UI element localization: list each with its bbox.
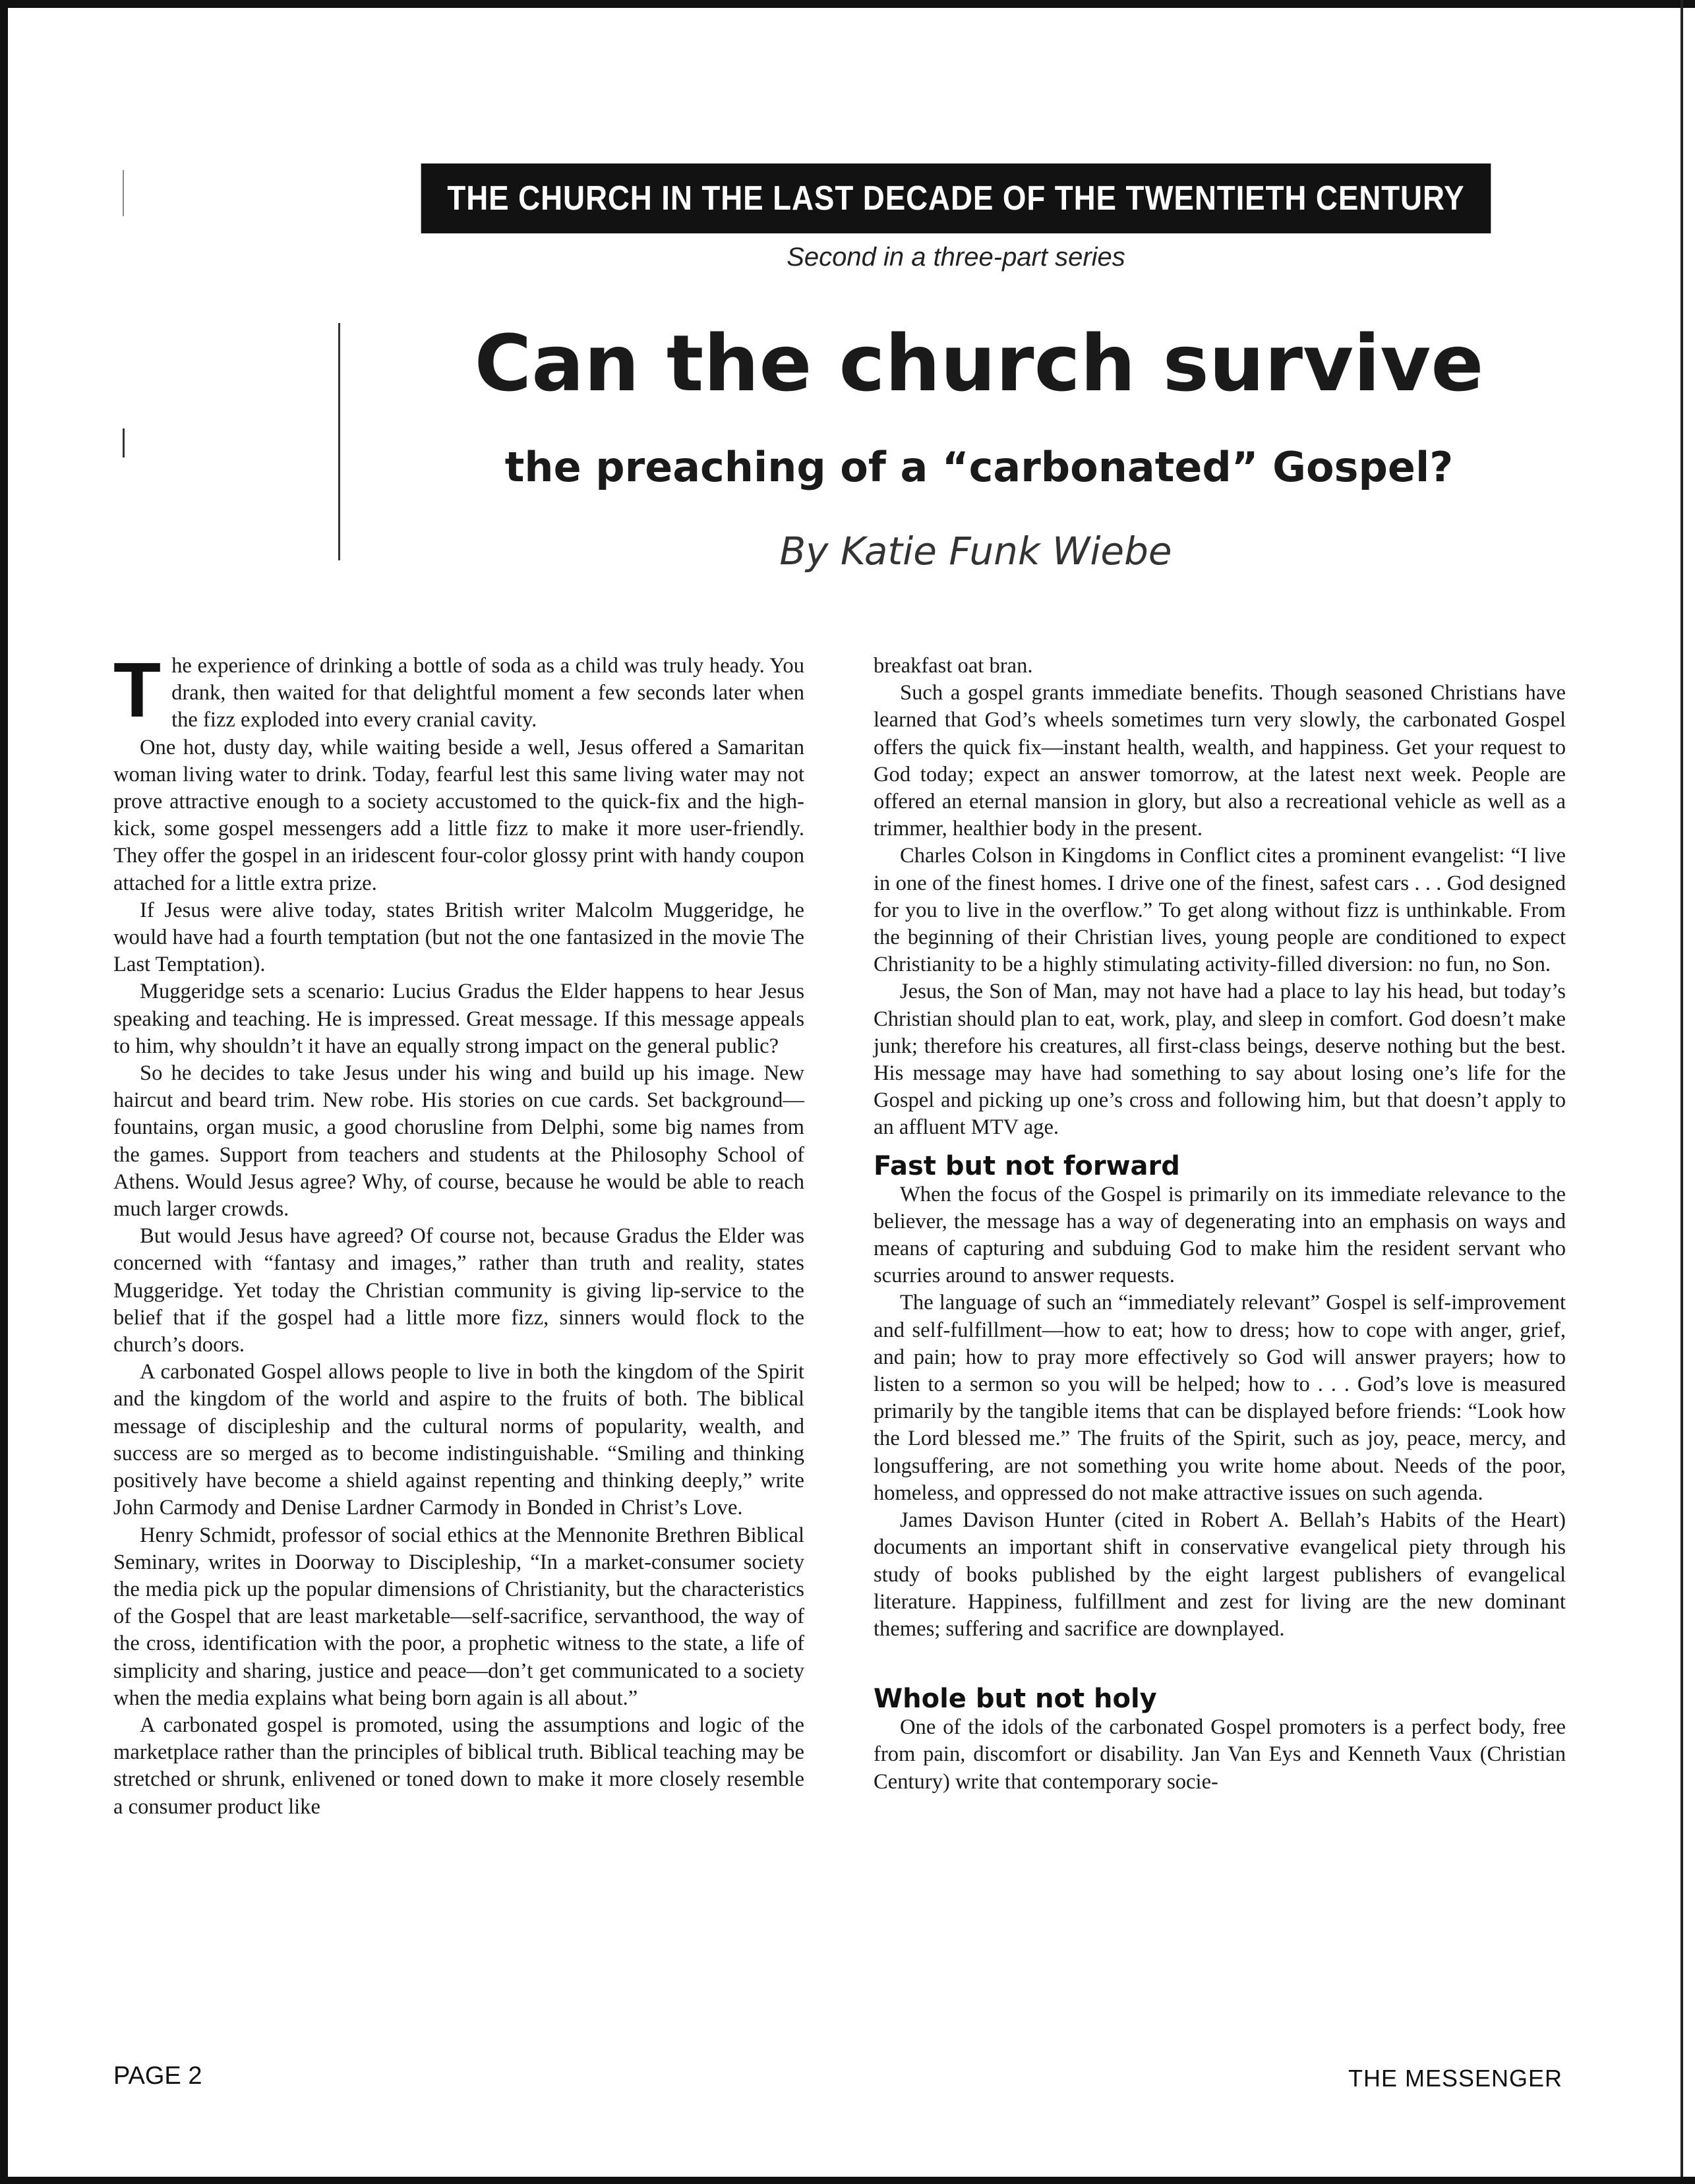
scan-border-left bbox=[0, 0, 8, 2184]
right-column bbox=[874, 653, 1566, 1796]
paragraph: A carbonated Gospel allows people to live in both the kingdom of the Spirit and the kingdom of the world and aspire to the fruits of both. The biblical message of discipleship and the cultural norms of popularity, wealth, and success are so merged as to become indistinguishable. “Smiling and thinking positively have become a shield against repenting and thinking deeply,” write John Carmody and Denise Lardner Carmody in Bonded in Christ’s Love. bbox=[113, 1360, 804, 1520]
section-heading: Fast but not forward bbox=[874, 1150, 1180, 1181]
page-number: PAGE 2 bbox=[113, 2062, 202, 2090]
paragraph: If Jesus were alive today, states British writer Malcolm Muggeridge, he would have had a fourth temptation (but not the one fantasized in the movie The Last Temptation). bbox=[113, 898, 804, 977]
article-subtitle: the preaching of a “carbonated” Gospel? bbox=[504, 443, 1454, 491]
paragraph: Such a gospel grants immediate benefits. Though seasoned Christians have learned that God’s wheels sometimes turn very slowly, the carbonated Gospel offers the quick fix—instant health, wealth, and happiness. Get your request to God today; expect an answer tomorrow, at the latest next week. People are offered an eternal mansion in glory, but also a recreational vehicle as well as a trimmer, healthier body in the present. bbox=[874, 681, 1566, 841]
series-banner: THE CHURCH IN THE LAST DECADE OF THE TWENTIETH CENTURY bbox=[421, 163, 1491, 233]
paragraph: A carbonated gospel is promoted, using the assumptions and logic of the marketplace rather than the principles of biblical truth. Biblical teaching may be stretched or shrunk, enlivened or toned down to make it more closely resemble a consumer product like bbox=[113, 1713, 804, 1819]
left-column bbox=[113, 647, 804, 1821]
paragraph: But would Jesus have agreed? Of course not, because Gradus the Elder was concerned with “fantasy and images,” rather than truth and reality, states Muggeridge. Yet today the Christian community is giving lip-service to the belief that if the gospel had a little more fizz, sinners would flock to the church’s doors. bbox=[113, 1224, 804, 1357]
series-label: Second in a three-part series bbox=[787, 243, 1125, 272]
paragraph bbox=[113, 647, 804, 734]
paragraph: One of the idols of the carbonated Gospel promoters is a perfect body, free from pain, discomfort or disability. Jan Van Eys and Kenneth Vaux (Christian Century) write that contemporary socie- bbox=[874, 1715, 1566, 1794]
paragraph: The language of such an “immediately relevant” Gospel is self-improvement and self-fulfillment—how to eat; how to dress; how to cope with anger, grief, and pain; how to pray more effectively so God will answer prayers; how to listen to a sermon so you will be helped; how to . . . God’s love is measured primarily by the tangible items that can be displayed before friends: “Look how the Lord blessed me.” The fruits of the Spirit, such as joy, peace, mercy, and longsuffering, are not something you write home about. Needs of the poor, homeless, and oppressed do not make attractive issues on such agenda. bbox=[874, 1291, 1566, 1505]
paragraph: Henry Schmidt, professor of social ethics at the Mennonite Brethren Biblical Seminary, writes in Doorway to Discipleship, “In a market-consumer society the media pick up the popular dimensions of Christianity, but the characteristics of the Gospel that are least marketable—self-sacrifice, servanthood, the way of the cross, identification with the poor, a prophetic witness to the state, a life of simplicity and sharing, justice and peace—don’t get communicated to a society when the media explains what being born again is all about.” bbox=[113, 1523, 804, 1710]
margin-mark bbox=[123, 428, 125, 457]
scan-border-top bbox=[0, 0, 1695, 8]
paragraph: One hot, dusty day, while waiting beside a well, Jesus offered a Samaritan woman living water to drink. Today, fearful lest this same living water may not prove attractive enough to a society accustomed to the quick-fix and the high-kick, some gospel messengers add a little fizz to make it more user-friendly. They offer the gospel in an iridescent four-color glossy print with handy coupon attached for a little extra prize. bbox=[113, 735, 804, 895]
scan-border-bottom bbox=[0, 2177, 1695, 2184]
margin-rule bbox=[338, 323, 340, 560]
scan-border-right bbox=[1680, 0, 1683, 2184]
paragraph: When the focus of the Gospel is primarily on its immediate relevance to the believer, the message has a way of degenerating into an emphasis on ways and means of capturing and subduing God to make him the resident servant who scurries around to answer requests. bbox=[874, 1182, 1566, 1288]
drop-cap: T bbox=[113, 647, 162, 734]
publication-name: THE MESSENGER bbox=[1348, 2065, 1562, 2092]
paragraph-continuation: breakfast oat bran. bbox=[874, 654, 1033, 678]
paragraph-text: he experience of drinking a bottle of soda as a child was truly heady. You drank, then waited for that delightful moment a few seconds later when the fizz exploded into every cranial cavity. bbox=[171, 654, 804, 732]
paragraph: Jesus, the Son of Man, may not have had a place to lay his head, but today’s Christian should plan to eat, work, play, and sleep in comfort. God doesn’t make junk; therefore his creatures, all first-class beings, deserve nothing but the best. His message may have had something to say about losing one’s life for the Gospel and picking up one’s cross and following him, but that doesn’t apply to an affluent MTV age. bbox=[874, 980, 1566, 1140]
paragraph: Charles Colson in Kingdoms in Conflict cites a prominent evangelist: “I live in one of the finest homes. I drive one of the finest, safest cars . . . God designed for you to live in the overflow.” To get along without fizz is unthinkable. From the beginning of their Christian lives, young people are conditioned to expect Christianity to be a highly stimulating activity-filled diversion: no fun, no Son. bbox=[874, 844, 1566, 977]
paragraph: So he decides to take Jesus under his wing and build up his image. New haircut and beard trim. New robe. His stories on cue cards. Set background—fountains, organ music, a good chorusline from Delphi, some big names from the games. Support from teachers and students at the Philosophy School of Athens. Would Jesus agree? Why, of course, because he would be able to reach much larger crowds. bbox=[113, 1061, 804, 1222]
paragraph: Muggeridge sets a scenario: Lucius Gradus the Elder happens to hear Jesus speaking and teaching. He is impressed. Great message. If this message appeals to him, why shouldn’t it have an equally strong impact on the general public? bbox=[113, 980, 804, 1058]
paragraph: James Davison Hunter (cited in Robert A. Bellah’s Habits of the Heart) documents an important shift in conservative evangelical piety through his study of books published by the eight largest publishers of evangelical literature. Happiness, fulfillment and zest for living are the new dominant themes; suffering and sacrifice are downplayed. bbox=[874, 1508, 1566, 1641]
byline: By Katie Funk Wiebe bbox=[779, 529, 1172, 574]
margin-mark bbox=[123, 170, 124, 216]
section-heading: Whole but not holy bbox=[874, 1684, 1157, 1715]
article-title: Can the church survive bbox=[474, 318, 1484, 409]
